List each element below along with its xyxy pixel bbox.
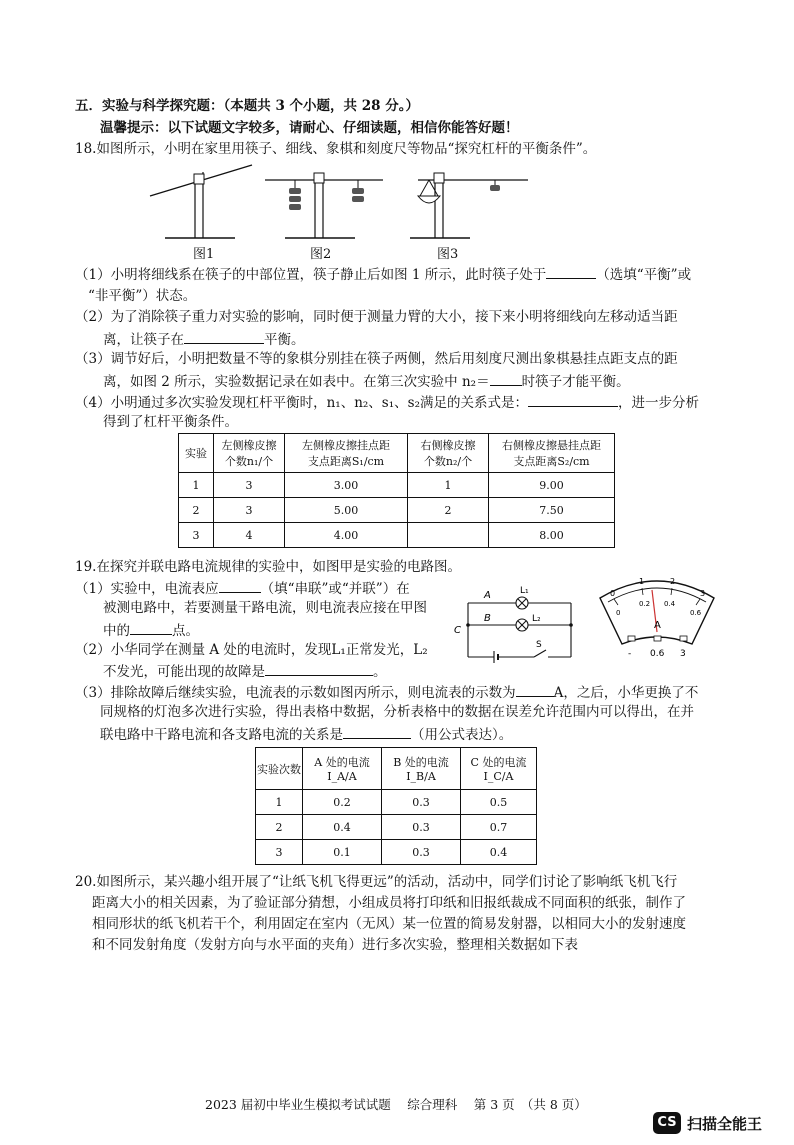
table-cell: 0.7	[461, 815, 537, 840]
answer-blank[interactable]	[130, 620, 172, 635]
unit-label: A	[654, 620, 661, 631]
table-cell: 3	[256, 840, 303, 865]
table-cell: 0.1	[303, 840, 382, 865]
table-cell: 3	[214, 473, 285, 498]
q19-part1-line2: 被测电路中，若要测量干路电流，则电流表应接在甲图	[103, 600, 427, 616]
lamp-l1-label: L₁	[520, 586, 529, 596]
answer-blank[interactable]	[490, 371, 522, 386]
table-header: 左侧橡皮擦 个数n₁/个	[214, 434, 285, 473]
switch-label: S	[536, 640, 542, 650]
table-row	[179, 473, 615, 498]
scale-top-label: 1	[639, 577, 645, 586]
table-cell: 3	[179, 523, 214, 548]
q18-data-table	[178, 433, 615, 548]
page-footer: 2023 届初中毕业生模拟考试试题 综合理科 第 3 页 （共 8 页）	[205, 1097, 587, 1112]
table-cell: 0.5	[461, 790, 537, 815]
scale-bottom-label: 0.2	[639, 600, 651, 608]
table-cell: 0.4	[461, 840, 537, 865]
table-cell: 1	[256, 790, 303, 815]
q18-part2-line1: （2）为了消除筷子重力对实验的影响，同时便于测量力臂的大小，接下来小明将细线向左移动适当距	[75, 309, 678, 325]
circuit-diagram	[446, 573, 586, 665]
q20-line4: 和不同发射角度（发射方向与水平面的夹角）进行多次实验，整理相关数据如下表	[92, 937, 578, 953]
table-cell: 0.2	[303, 790, 382, 815]
table-cell: 2	[179, 498, 214, 523]
table-cell: 2	[256, 815, 303, 840]
q18-part3-line1: （3）调节好后，小明把数量不等的象棋分别挂在筷子两侧，然后用刻度尺测出象棋悬挂点距支点的距	[75, 351, 678, 367]
q18-part4-line1: （4）小明通过多次实验发现杠杆平衡时，n₁、n₂、s₁、s₂满足的关系式是： ，进一步分析	[75, 392, 699, 412]
table-header: 实验	[179, 434, 214, 473]
fig3-label: 图3	[437, 247, 459, 262]
table-row	[256, 840, 537, 865]
table-cell: 0.3	[382, 815, 461, 840]
scale-bottom-label: 0	[616, 609, 621, 617]
table-cell: 1	[408, 473, 489, 498]
scale-bottom-label: 0.4	[664, 600, 676, 608]
table-cell: 2	[408, 498, 489, 523]
section-tip: 温馨提示：以下试题文字较多，请耐心、仔细读题，相信你能答好题！	[100, 120, 519, 136]
q20-line2: 距离大小的相关因素，为了验证部分猜想，小组成员将打印纸和旧报纸裁成不同面积的纸张，制作了	[92, 895, 686, 911]
fig1-label: 图1	[193, 247, 215, 262]
cs-logo-icon: CS	[653, 1112, 681, 1134]
q20-line3: 相同形状的纸飞机若干个，利用固定在室内（无风）某一位置的简易发射器，以相同大小的发射速度	[92, 916, 686, 932]
table-cell: 3.00	[285, 473, 408, 498]
table-header-row	[256, 748, 537, 790]
q19-stem: 19.在探究并联电路电流规律的实验中，如图甲是实验的电路图。	[75, 559, 461, 575]
table-header: 实验次数	[256, 748, 303, 790]
answer-blank[interactable]	[516, 682, 554, 697]
table-header: 左侧橡皮擦挂点距 支点距离S₁/cm	[285, 434, 408, 473]
table-row	[256, 790, 537, 815]
table-header: 右侧橡皮擦悬挂点距 支点距离S₂/cm	[489, 434, 615, 473]
terminal-label: 0.6	[650, 649, 665, 659]
scale-top-label: 0	[610, 589, 616, 598]
terminal-label: 3	[680, 649, 686, 659]
ammeter-dial	[594, 568, 720, 666]
fig2-label: 图2	[310, 247, 332, 262]
table-row	[179, 523, 615, 548]
table-row	[179, 498, 615, 523]
point-c-label: C	[454, 625, 461, 636]
q19-part3-line2: 同规格的灯泡多次进行实验，得出表格中数据，分析表格中的数据在误差允许范围内可以得出，在并	[100, 704, 694, 720]
table-cell[interactable]	[408, 523, 489, 548]
table-cell: 1	[179, 473, 214, 498]
q18-part1-line2: “非平衡”）状态。	[88, 288, 197, 304]
scale-top-label: 3	[700, 589, 706, 598]
q18-part4-line2: 得到了杠杆平衡条件。	[103, 414, 238, 430]
table-cell: 5.00	[285, 498, 408, 523]
table-header: 右侧橡皮擦 个数n₂/个	[408, 434, 489, 473]
table-header: B 处的电流 I_B/A	[382, 748, 461, 790]
point-a-label: A	[484, 590, 491, 601]
table-cell: 0.4	[303, 815, 382, 840]
table-cell: 7.50	[489, 498, 615, 523]
table-header: A 处的电流 I_A/A	[303, 748, 382, 790]
q18-part3-line2: 离，如图 2 所示，实验数据记录在如表中。在第三次实验中 n₂＝ 时筷子才能平衡。	[103, 371, 630, 391]
table-header-row	[179, 434, 615, 473]
q18-stem: 18.如图所示，小明在家里用筷子、细线、象棋和刻度尺等物品“探究杠杆的平衡条件”。	[75, 141, 597, 157]
scanner-watermark	[653, 1112, 762, 1134]
answer-blank[interactable]	[219, 578, 261, 593]
figure-2	[265, 173, 383, 238]
answer-blank[interactable]	[528, 392, 618, 407]
table-cell: 8.00	[489, 523, 615, 548]
q19-part2-line2: 不发光，可能出现的故障是 。	[103, 661, 387, 681]
point-b-label: B	[484, 613, 491, 624]
q18-part1-line1: （1）小明将细线系在筷子的中部位置，筷子静止后如图 1 所示，此时筷子处于 （选填“平衡”或	[75, 264, 691, 284]
q18-part2-line2: 离，让筷子在 平衡。	[103, 329, 305, 349]
table-cell: 4.00	[285, 523, 408, 548]
q19-data-table	[255, 747, 537, 865]
q19-part2-line1: （2）小华同学在测量 A 处的电流时，发现L₁正常发光，L₂	[75, 642, 428, 658]
answer-blank[interactable]	[343, 724, 411, 739]
table-cell: 4	[214, 523, 285, 548]
answer-blank[interactable]	[184, 329, 264, 344]
terminal-label: -	[628, 649, 632, 659]
scale-top-label: 2	[670, 577, 676, 586]
table-cell: 9.00	[489, 473, 615, 498]
table-header: C 处的电流 I_C/A	[461, 748, 537, 790]
scale-bottom-label: 0.6	[690, 609, 702, 617]
q19-part3-line3: 联电路中干路电流和各支路电流的关系是 （用公式表达）。	[100, 724, 512, 744]
q19-part3-line1: （3）排除故障后继续实验，电流表的示数如图丙所示，则电流表的示数为 A，之后，小华更换了不	[75, 682, 698, 702]
section-title: 五．实验与科学探究题：（本题共 3 个小题，共 28 分。）	[75, 98, 419, 114]
answer-blank[interactable]	[265, 661, 373, 676]
table-cell: 0.3	[382, 840, 461, 865]
lamp-l2-label: L₂	[532, 614, 541, 624]
q20-line1: 20.如图所示，某兴趣小组开展了“让纸飞机飞得更远”的活动，活动中，同学们讨论了影响纸飞机飞行	[75, 874, 678, 890]
table-row	[256, 815, 537, 840]
figure-1	[150, 165, 252, 238]
table-cell: 0.3	[382, 790, 461, 815]
q19-part1-line3: 中的 点。	[103, 620, 199, 640]
watermark-text: 扫描全能王	[687, 1114, 763, 1133]
table-cell: 3	[214, 498, 285, 523]
answer-blank[interactable]	[546, 264, 596, 279]
q19-part1-line1: （1）实验中，电流表应 （填“串联”或“并联”）在	[75, 578, 410, 598]
figure-3	[410, 173, 528, 238]
